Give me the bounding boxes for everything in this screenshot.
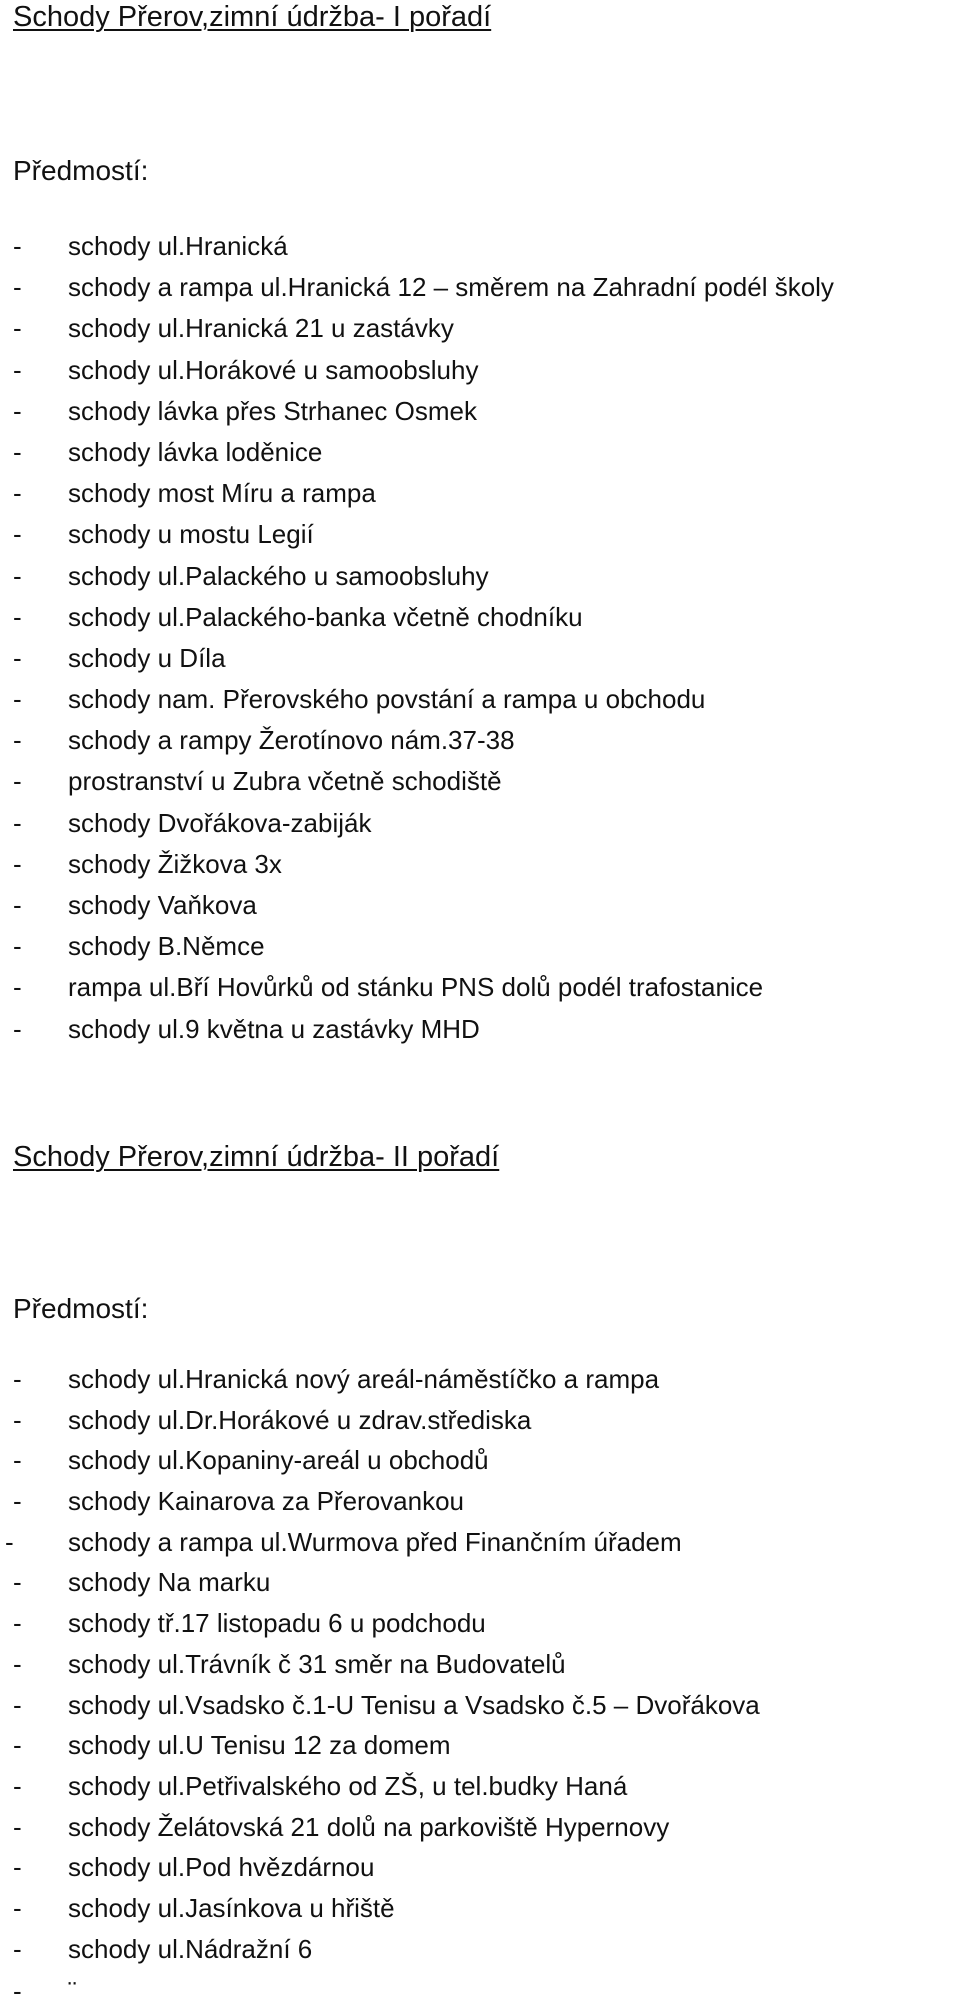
list-bullet: - [13, 1486, 22, 1517]
list-item-text: schody ul.Hranická 21 u zastávky [68, 313, 454, 344]
list-bullet: - [5, 1526, 14, 1557]
list-item-text: schody nam. Přerovského povstání a rampa u obchodu [68, 684, 706, 715]
list-item-text: schody Žižkova 3x [68, 848, 282, 879]
list-item-text: schody lávka přes Strhanec Osmek [68, 395, 477, 426]
list-item [0, 1440, 960, 1481]
list-item [0, 267, 960, 308]
list-bullet: - [13, 642, 22, 673]
list-item-text: schody u mostu Legií [68, 519, 314, 550]
list-item [0, 1562, 960, 1603]
list-item-text: schody a rampa ul.Wurmova před Finančním úřadem [68, 1526, 682, 1557]
list-item [0, 308, 960, 349]
list-item [0, 1929, 960, 1970]
list-item [0, 638, 960, 679]
list-item-text: schody Na marku [68, 1567, 271, 1598]
list-bullet: - [13, 684, 22, 715]
list-bullet: - [13, 1364, 22, 1394]
section2-title: Schody Přerov,zimní údržba- II pořadí [13, 1141, 500, 1173]
list-bullet: - [13, 1730, 22, 1761]
list-item-text: schody Vaňkova [68, 890, 257, 920]
list-bullet: - [13, 560, 22, 591]
list-item-text: schody ul.Vsadsko č.1-U Tenisu a Vsadsko č.5 – Dvořákova [68, 1689, 760, 1720]
list-item-text: schody ul.Jasínkova u hřiště [68, 1892, 395, 1923]
section1-location-label: Předmostí: [13, 155, 149, 186]
list-bullet: - [13, 931, 22, 962]
list-bullet: - [13, 807, 22, 838]
cut-off-list-item [13, 1976, 77, 2006]
list-bullet: - [13, 1892, 22, 1923]
list-item [0, 514, 960, 555]
list-item [0, 226, 960, 267]
list-item-text: schody a rampy Žerotínovo nám.37-38 [68, 725, 515, 756]
list-item-text: schody ul.Horákové u samoobsluhy [68, 354, 479, 385]
list-bullet: - [13, 1404, 22, 1435]
list-item [0, 1400, 960, 1441]
list-bullet: - [13, 272, 22, 303]
list-bullet: - [13, 1933, 22, 1964]
list-item [0, 556, 960, 597]
list-item-text: schody tř.17 listopadu 6 u podchodu [68, 1608, 486, 1639]
list-item-text: schody ul.Pod hvězdárnou [68, 1852, 375, 1883]
list-bullet: - [13, 313, 22, 344]
list-bullet: - [13, 1608, 22, 1639]
list-item [0, 1766, 960, 1807]
list-item [0, 967, 960, 1008]
list-item-text: schody Dvořákova-zabiják [68, 807, 372, 838]
list-item-text: schody ul.Trávník č 31 směr na Budovatelů [68, 1648, 566, 1679]
list-item-text: schody ul.U Tenisu 12 za domem [68, 1730, 451, 1761]
list-item-text: schody a rampa ul.Hranická 12 – směrem na Zahradní podél školy [68, 272, 834, 303]
list-item [0, 1359, 960, 1400]
list-item [0, 761, 960, 802]
list-item-text: schody ul.Hranická nový areál-náměstíčko a rampa [68, 1364, 660, 1394]
list-item [0, 1807, 960, 1848]
section1-title: Schody Přerov,zimní údržba- I pořadí [13, 1, 492, 33]
list-item [0, 1847, 960, 1888]
list-item-text: schody ul.Palackého-banka včetně chodníku [68, 601, 583, 632]
list-item [0, 720, 960, 761]
list-bullet: - [13, 972, 22, 1003]
list-bullet: - [13, 1445, 22, 1476]
list-item [0, 1603, 960, 1644]
list-bullet: - [13, 601, 22, 632]
list-item-text: schody Kainarova za Přerovankou [68, 1486, 465, 1517]
list-item-text: schody ul.Petřivalského od ZŠ, u tel.budky Haná [68, 1770, 628, 1801]
list-item [0, 803, 960, 844]
list-item [0, 844, 960, 885]
list-item-text: rampa ul.Bří Hovůrků od stánku PNS dolů podél trafostanice [68, 972, 764, 1003]
list-bullet: - [13, 436, 22, 467]
list-item-text: schody ul.Kopaniny-areál u obchodů [68, 1445, 489, 1476]
list-bullet: - [13, 478, 22, 509]
list-item [0, 926, 960, 967]
list-item-text: schody ul.Palackého u samoobsluhy [68, 560, 489, 591]
section2-list [0, 1359, 960, 1969]
list-item [0, 1009, 960, 1050]
section1-list [0, 226, 960, 1050]
list-bullet: - [13, 1770, 22, 1801]
list-item-text: prostranství u Zubra včetně schodiště [68, 766, 502, 797]
list-item [0, 597, 960, 638]
list-item-text: schody ul.Dr.Horákové u zdrav.střediska [68, 1404, 532, 1435]
list-item [0, 1888, 960, 1929]
list-bullet: - [13, 766, 22, 797]
list-bullet: - [13, 1648, 22, 1679]
list-item-text: schody B.Němce [68, 931, 265, 962]
list-bullet: - [13, 1852, 22, 1883]
list-bullet: - [13, 848, 22, 879]
list-bullet: - [13, 1689, 22, 1720]
list-bullet: - [13, 890, 22, 920]
list-bullet: - [13, 1013, 22, 1044]
list-item-text: schody u Díla [68, 642, 226, 673]
list-item-text: schody ul.Hranická [68, 231, 288, 261]
list-item [0, 679, 960, 720]
list-item [0, 473, 960, 514]
list-item [0, 1725, 960, 1766]
list-item-text: schody ul.9 května u zastávky MHD [68, 1013, 480, 1044]
list-bullet: - [13, 354, 22, 385]
list-bullet: - [13, 725, 22, 756]
list-item-text: schody ul.Nádražní 6 [68, 1933, 313, 1964]
list-item [0, 1644, 960, 1685]
list-item [0, 1522, 960, 1563]
list-bullet: - [13, 1811, 22, 1842]
list-bullet: - [13, 1976, 22, 2006]
list-item [0, 885, 960, 926]
list-bullet: - [13, 395, 22, 426]
list-item-text: schody most Míru a rampa [68, 478, 376, 509]
list-item-text: schody lávka loděnice [68, 436, 323, 467]
list-bullet: - [13, 231, 22, 261]
list-item [0, 1685, 960, 1726]
list-item [0, 391, 960, 432]
list-bullet: - [13, 1567, 22, 1598]
list-bullet: - [13, 519, 22, 550]
list-item [0, 432, 960, 473]
cut-off-text: ¨ [68, 1976, 77, 2006]
list-item [0, 1481, 960, 1522]
list-item-text: schody Želátovská 21 dolů na parkoviště Hypernovy [68, 1811, 670, 1842]
list-item [0, 350, 960, 391]
section2-location-label: Předmostí: [13, 1293, 149, 1324]
